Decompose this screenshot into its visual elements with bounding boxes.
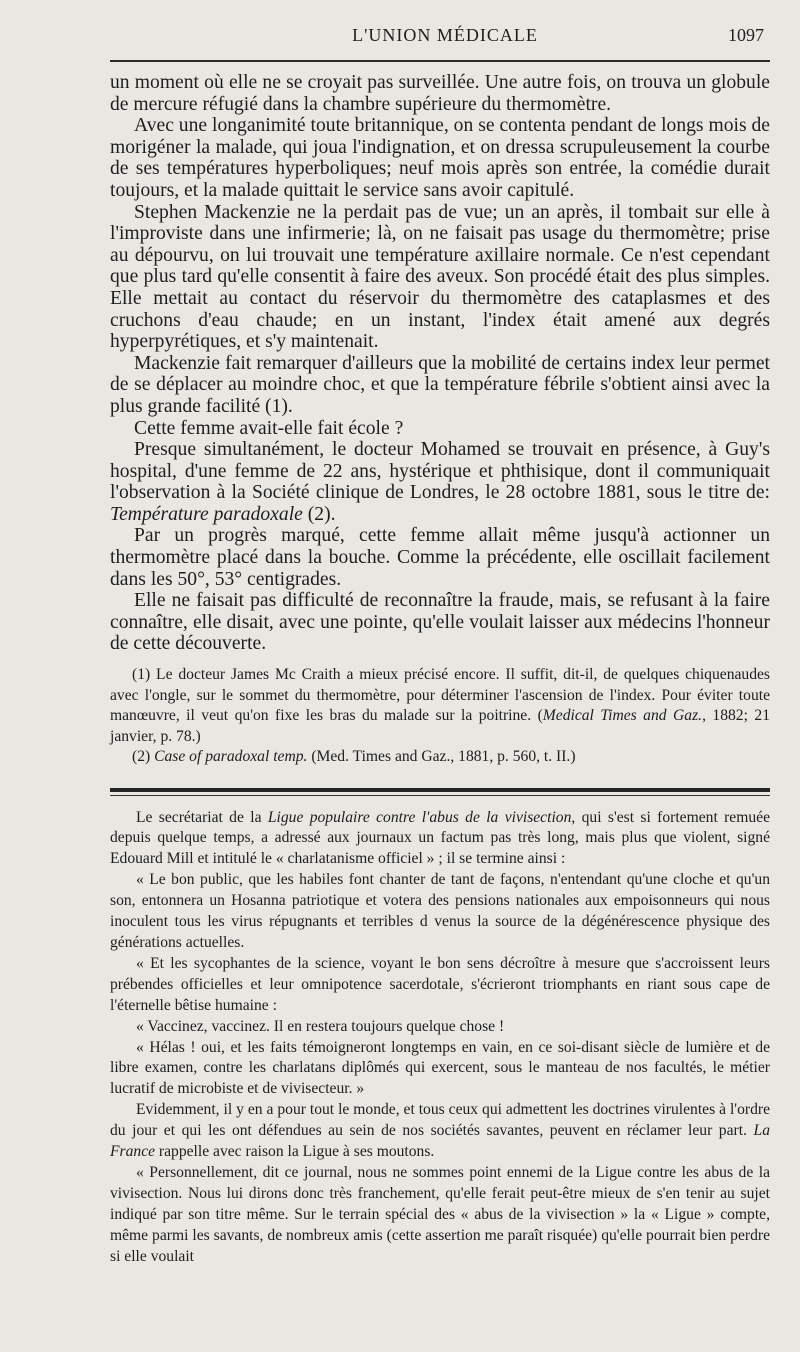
italic-title: La France [110, 1122, 770, 1161]
footnote-text: , 1882; 21 janvier, p. 78.) [110, 707, 770, 745]
article-paragraph: « Hélas ! oui, et les faits témoigneront longtemps en vain, en ce soi-disant siècle de lumière et de libre examen, contre les charlatans diplômés qui exercent, sous le manteau de nos facultés, le métier lucratif de microbiste et de vivisecteur. » [110, 1038, 770, 1098]
article-paragraph: « Le bon public, que les habiles font chanter de tant de façons, n'entendant qu'une cloche et qu'un son, entonnera un Hosanna patriotique et votera des pensions nationales aux empoisonneurs qui nous inoculent tous les virus répugnants et terribles d venus la source de la dégénérescence physique des générations actuelles. [110, 871, 770, 951]
footnote-text: (1) Le docteur James Mc Craith a mieux précisé encore. Il suffit, dit-il, de quelques chiquenaudes avec l'ongle, sur le sommet du thermomètre, pour déterminer l'ascension de l'index. Pour éviter toute manœuvre, il veut qu'on fixe les bras du malade sur la poitrine. ( [110, 666, 770, 725]
separator-thin-rule [110, 795, 770, 796]
header-rule [110, 60, 770, 62]
section-separator [110, 788, 770, 796]
footnote [110, 665, 770, 747]
article-paragraph [110, 1100, 770, 1163]
footnote-citation: Medical Times and Gaz. [542, 707, 703, 725]
article-text: Evidemment, il y en a pour tout le monde, et tous ceux qui admettent les doctrines virulentes à l'ordre du jour et qui les ont défendues au sein de nos sociétés savantes, peuvent en réclamer leur part. [110, 1101, 770, 1140]
article-text: rappelle avec raison la Ligue à ses moutons. [155, 1143, 435, 1161]
article-text: Le secrétariat de la [136, 808, 268, 826]
paragraph: Avec une longanimité toute britannique, on se contenta pendant de longs mois de morigéner la malade, qui joua l'indignation, et on dressa scrupuleusement la courbe de ses températures hyperboliques; neuf mois après son entrée, la comédie durait toujours, et la malade quittait le service sans avoir capitulé. [110, 115, 770, 201]
article-paragraph [110, 808, 770, 871]
italic-title: Température paradoxale [110, 503, 303, 525]
page-header [110, 22, 770, 52]
italic-title: Ligue populaire contre l'abus de la vivisection [267, 808, 572, 826]
paragraph [110, 439, 770, 525]
paragraph-text: (2). [302, 503, 336, 525]
page-number: 1097 [728, 25, 764, 45]
footnote-text: (Med. Times and Gaz., 1881, p. 560, t. II.) [307, 748, 576, 766]
footnotes [110, 665, 770, 768]
main-text [110, 72, 770, 655]
running-title: L'UNION MÉDICALE [352, 25, 538, 45]
news-article [110, 808, 770, 1268]
article-paragraph: « Et les sycophantes de la science, voyant le bon sens décroître à mesure que s'accroissent leurs prébendes officielles et leur omnipotence sacerdotale, s'écrieront triomphants en riant sous cape de l'éternelle bêtise humaine : [110, 954, 770, 1014]
paragraph: Par un progrès marqué, cette femme allait même jusqu'à actionner un thermomètre placé dans la bouche. Comme la précédente, elle oscillait facilement dans les 50°, 53° centigrades. [110, 525, 770, 590]
separator-thick-rule [110, 788, 770, 792]
paragraph: Elle ne faisait pas difficulté de reconnaître la fraude, mais, se refusant à la faire connaître, elle disait, avec une pointe, qu'elle voulait laisser aux médecins l'honneur de cette découverte. [110, 590, 770, 655]
paragraph: un moment où elle ne se croyait pas surveillée. Une autre fois, on trouva un globule de mercure réfugié dans la chambre supérieure du thermomètre. [110, 72, 770, 115]
article-text: , qui s'est si fortement remuée depuis quelque temps, a adressé aux journaux un factum pas très long, mais plus que violent, signé Edouard Mill et intitulé le « charlatanisme officiel » ; il se termine ainsi : [110, 808, 770, 868]
article-paragraph: « Personnellement, dit ce journal, nous ne sommes point ennemi de la Ligue contre les abus de la vivisection. Nous lui dirons donc très franchement, qu'elle ferait peut-être mieux de s'en tenir au sujet indiqué par son titre même. Sur le terrain spécial des « abus de la vivisection » la « Ligue » compte, même parmi les savants, de nombreux amis (cette assertion me paraît risquée) qu'elle pourrait bien perdre si elle voulait [110, 1163, 770, 1265]
paragraph-text: Presque simultanément, le docteur Mohamed se trouvait en présence, à Guy's hospital, d'une femme de 22 ans, hystérique et phthisique, dont il communiquait l'observation à la Société clinique de Londres, le 28 octobre 1881, sous le titre de: [110, 439, 770, 504]
footnote [110, 747, 770, 768]
article-paragraph: « Vaccinez, vaccinez. Il en restera toujours quelque chose ! [136, 1017, 505, 1035]
paragraph: Mackenzie fait remarquer d'ailleurs que la mobilité de certains index leur permet de se déplacer au moindre choc, et que la température fébrile s'obtient ainsi avec la plus grande facilité (1). [110, 352, 770, 417]
footnote-citation: Case of paradoxal temp. [154, 748, 308, 766]
footnote-text: (2) [132, 748, 155, 766]
paragraph: Stephen Mackenzie ne la perdait pas de vue; un an après, il tombait sur elle à l'improviste dans une infirmerie; là, on ne faisait pas usage du thermomètre; prise au dépourvu, on lui trouvait une température axillaire normale. Ce n'est cependant que plus tard qu'elle consentit à faire des aveux. Son procédé était des plus simples. Elle mettait au contact du réservoir du thermomètre des cataplasmes et des cruchons d'eau chaude; en un instant, l'index était amené aux degrés hyperpyrétiques, et s'y maintenait. [110, 201, 770, 353]
paragraph: Cette femme avait-elle fait école ? [134, 417, 404, 439]
